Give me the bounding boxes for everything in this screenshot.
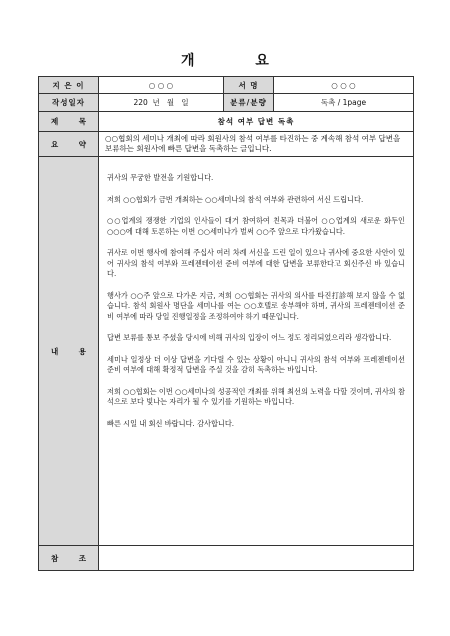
subject-label: 제 목	[39, 112, 99, 132]
summary-value[interactable]: ○○협회의 세미나 개최에 따라 회원사의 참석 여부를 타진하는 중 계속해 참석 여부 답변을 보류하는 회원사에 빠른 답변을 독촉하는 글입니다.	[99, 132, 414, 157]
subject-value[interactable]: 참석 여부 답변 독촉	[99, 112, 414, 132]
date-row	[39, 94, 414, 112]
date-label: 작성일자	[39, 94, 99, 112]
author-row	[39, 77, 414, 94]
content-label: 내 용	[39, 157, 99, 546]
content-paragraph: ○○업계의 쟁쟁한 기업의 인사들이 대거 참여하여 친목과 더불어 ○○업계의 새로운 화두인 ○○○에 대해 토론하는 이번 ○○세미나가 벌써 ○○주 앞으로 다가왔습니다.	[107, 216, 405, 236]
author-label: 지 은 이	[39, 77, 99, 94]
content-paragraph: 귀사로 이번 행사에 참여해 주십사 여러 차례 서신을 드린 일이 있으나 귀사에 중요한 사안이 있어 귀사의 참석 여부와 프레젠테이션 준비 여부에 대한 답변을 보류한다고 회신주신 바 있습니다.	[107, 248, 405, 278]
content-paragraph: 답변 보류를 통보 주셨을 당시에 비해 귀사의 입장이 어느 정도 정리되었으리라 생각합니다.	[107, 333, 392, 342]
summary-row	[39, 132, 414, 157]
subject-row	[39, 112, 414, 132]
content-paragraph: 세미나 일정상 더 이상 답변을 기다릴 수 있는 상황이 아니니 귀사의 참석 여부와 프레젠테이션 준비 여부에 대해 확정적 답변을 주실 것을 감히 독촉하는 바입니다.	[107, 354, 405, 374]
content-paragraph: 저희 ○○협회가 금번 개최하는 ○○세미나의 참석 여부와 관련하여 서신 드립니다.	[107, 194, 364, 204]
content-paragraph: 빠른 시일 내 회신 바랍니다. 감사합니다.	[107, 418, 235, 428]
content-body[interactable]	[99, 157, 414, 546]
date-value[interactable]: 220 년 월 일	[99, 94, 224, 112]
overview-form	[38, 76, 414, 571]
content-paragraph: 저희 ○○협회는 이번 ○○세미나의 성공적인 개최를 위해 최선의 노력을 다할 것이며, 귀사의 참석으로 보다 빛나는 자리가 될 수 있기를 기원하는 바입니다.	[107, 386, 405, 406]
category-label: 분류/분량	[224, 94, 274, 112]
reference-label: 참 조	[39, 546, 99, 571]
category-value[interactable]: 독촉 / 1page	[274, 94, 414, 112]
reference-value[interactable]	[99, 546, 414, 571]
content-paragraph: 행사가 ○○주 앞으로 다가온 지금, 저희 ○○협회는 귀사의 의사를 타진打診해 보지 않을 수 없습니다. 참석 회원사 명단을 세미나를 여는 ○○호텔로 송부해야 하며, 귀사의 프레젠테이션 준비 여부에 따라 당일 진행일정을 조정하여야 하기 때문입니다.	[107, 290, 405, 321]
author-value[interactable]: ○ ○ ○	[99, 77, 224, 94]
reference-row	[39, 546, 414, 571]
signature-value[interactable]: ○ ○ ○	[274, 77, 414, 94]
content-paragraph: 귀사의 무궁한 발전을 기원합니다.	[107, 173, 214, 182]
document-title: 개 요	[181, 53, 297, 69]
summary-label: 요 약	[39, 132, 99, 157]
content-row	[39, 157, 414, 546]
signature-label: 서 명	[224, 77, 274, 94]
